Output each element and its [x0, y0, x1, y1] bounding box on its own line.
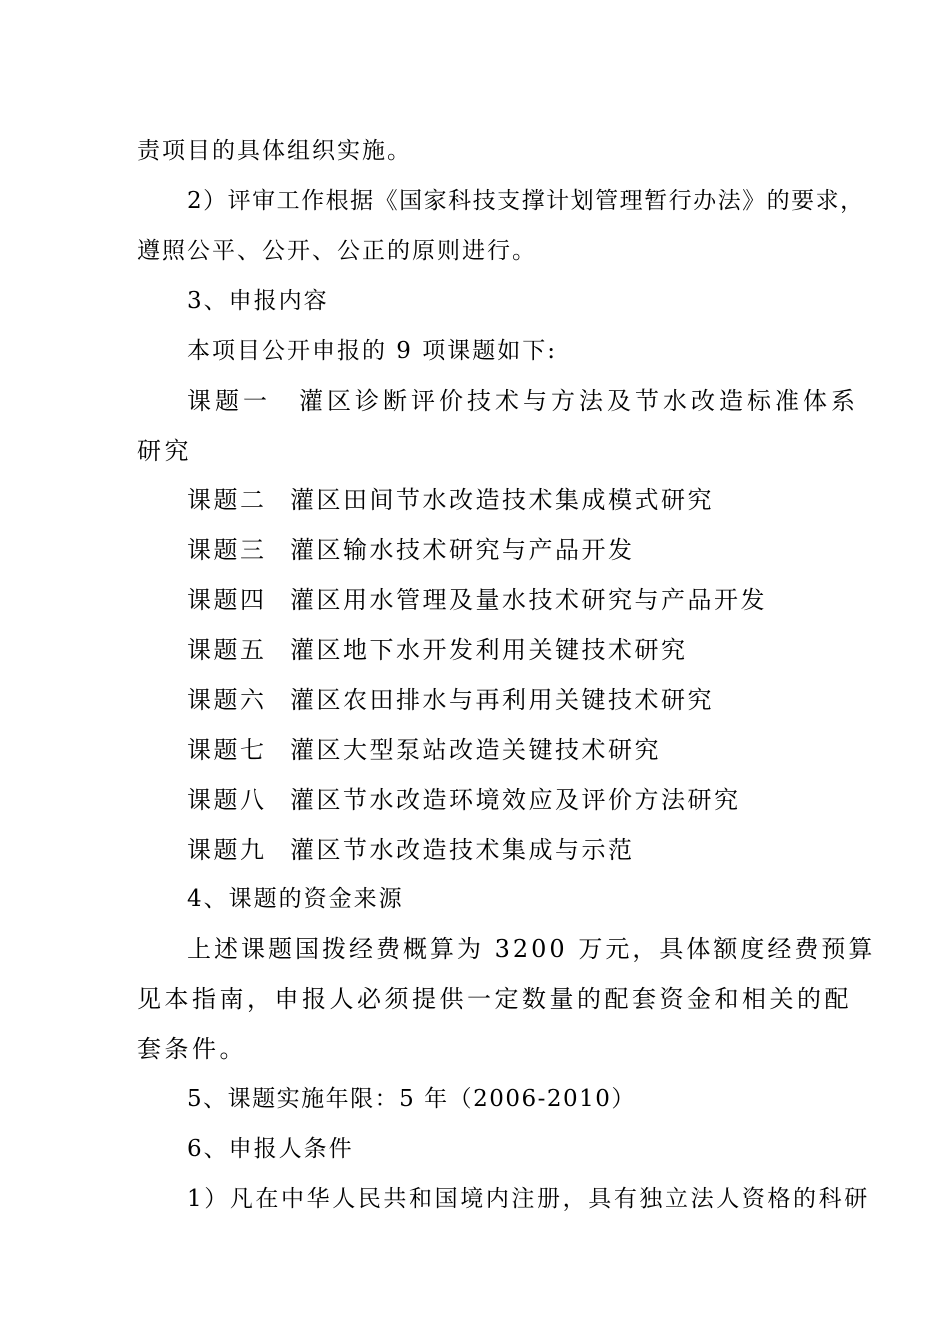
paragraph-line: 本项目公开申报的 9 项课题如下:	[187, 338, 558, 364]
paragraph-line: 遵照公平、公开、公正的原则进行。	[137, 238, 537, 264]
topic-number: 课题六	[187, 686, 267, 714]
paragraph-line: 2）评审工作根据《国家科技支撑计划管理暂行办法》的要求，	[187, 188, 865, 214]
paragraph-line: 上述课题国拨经费概算为 3200 万元，具体额度经费预算	[187, 935, 876, 963]
topic-title: 灌区节水改造环境效应及评价方法研究	[290, 786, 741, 814]
topic-title: 灌区大型泵站改造关键技术研究	[290, 736, 661, 764]
paragraph-line: 见本指南，申报人必须提供一定数量的配套资金和相关的配	[137, 985, 852, 1013]
section-heading: 3、申报内容	[187, 288, 329, 314]
topic-number: 课题五	[187, 636, 267, 664]
topic-item	[187, 485, 714, 515]
topic-title: 灌区节水改造技术集成与示范	[290, 836, 635, 864]
paragraph-line: 1）凡在中华人民共和国境内注册，具有独立法人资格的科研	[187, 1186, 870, 1212]
topic-item	[187, 735, 661, 765]
topic-item	[187, 535, 635, 565]
topic-item	[187, 835, 635, 865]
topic-number: 课题二	[187, 486, 267, 514]
topic-title: 灌区田间节水改造技术集成模式研究	[290, 486, 714, 514]
topic-one-continuation: 研究	[137, 437, 192, 465]
topic-number: 课题八	[187, 786, 267, 814]
topic-number: 课题七	[187, 736, 267, 764]
topic-title: 灌区用水管理及量水技术研究与产品开发	[290, 586, 767, 614]
topic-item	[187, 635, 688, 665]
topic-item	[187, 685, 714, 715]
section-heading: 5、课题实施年限：5 年（2006-2010）	[187, 1086, 636, 1112]
topic-one-line: 课题一 灌区诊断评价技术与方法及节水改造标准体系	[187, 387, 859, 415]
paragraph-line: 套条件。	[137, 1035, 247, 1063]
topic-item	[187, 585, 767, 615]
paragraph-line: 责项目的具体组织实施。	[137, 138, 412, 164]
topic-title: 灌区农田排水与再利用关键技术研究	[290, 686, 714, 714]
topic-number: 课题四	[187, 586, 267, 614]
section-heading: 6、申报人条件	[187, 1136, 354, 1162]
topic-number: 课题九	[187, 836, 267, 864]
topic-number: 课题三	[187, 536, 267, 564]
topic-title: 灌区地下水开发利用关键技术研究	[290, 636, 688, 664]
topic-item	[187, 785, 741, 815]
section-heading: 4、课题的资金来源	[187, 886, 404, 912]
topic-title: 灌区输水技术研究与产品开发	[290, 536, 635, 564]
